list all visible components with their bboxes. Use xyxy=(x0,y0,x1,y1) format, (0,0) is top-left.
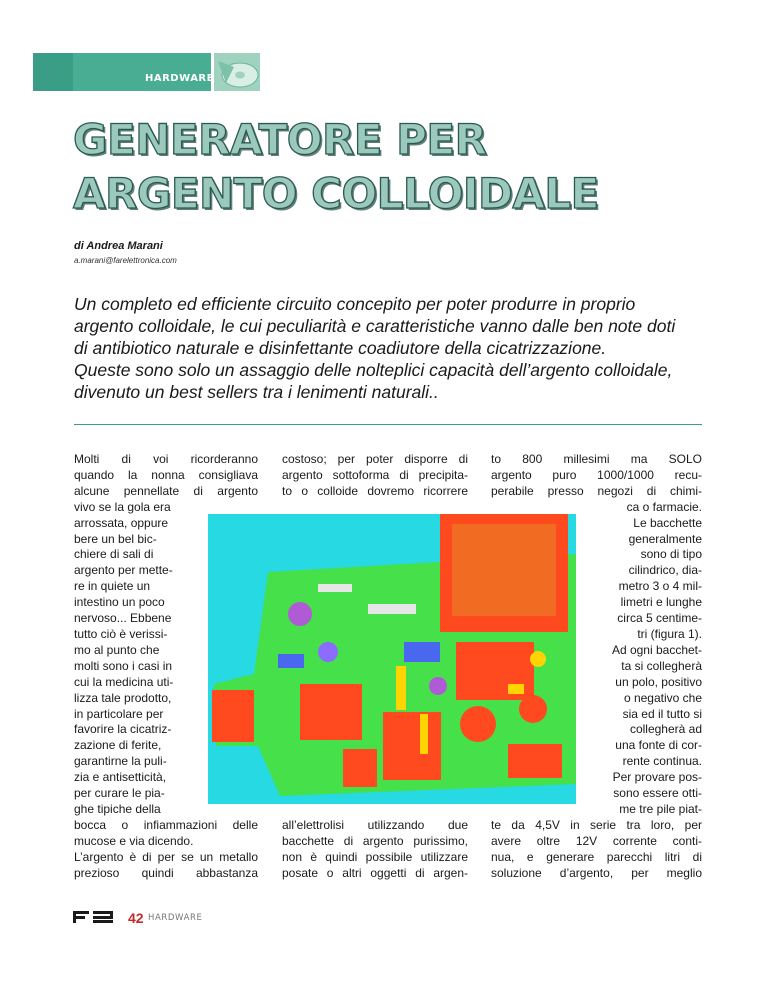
fe-logo-icon xyxy=(73,910,115,922)
text-line: sono essere otti- xyxy=(613,786,702,801)
text-line: zia e antisetticità, xyxy=(74,770,167,785)
section-label: HARDWARE xyxy=(145,73,214,84)
text-line: per curare le pia- xyxy=(74,786,165,801)
text-column-2-bottom xyxy=(282,818,468,882)
circuit-board-photo xyxy=(208,514,576,804)
text-line: un polo, positivo xyxy=(615,674,702,689)
text-line: Ad ogni bacchet- xyxy=(611,642,702,657)
text-line: garantirne la puli- xyxy=(74,754,167,769)
text-line: mucose e via dicendo. xyxy=(74,833,194,848)
text-line: tri (figura 1). xyxy=(637,626,702,641)
text-line: all’elettrolisi utilizzando due xyxy=(282,818,468,832)
text-line: arrossata, oppure xyxy=(74,515,169,530)
text-line: zazione di ferite, xyxy=(74,738,162,753)
text-line: costoso; per poter disporre di xyxy=(282,452,468,466)
text-line: prezioso quindi abbastanza xyxy=(74,865,258,880)
text-line: ta si collegherà xyxy=(621,658,702,673)
text-line: argento puro 1000/1000 recu- xyxy=(491,467,702,482)
text-line: alcune pennellate di argento xyxy=(74,483,258,498)
text-line: me tre pile piat- xyxy=(619,801,702,816)
author-byline: di Andrea Marani xyxy=(74,240,163,252)
text-line: nua, e generare parecchi litri di xyxy=(491,849,702,864)
footer-section-label: HARDWARE xyxy=(148,913,203,923)
lead-line: argento colloidale, le cui peculiarità e caratteristiche vanno dalle ben note doti xyxy=(74,316,676,336)
text-line: mo al punto che xyxy=(74,642,160,657)
text-line: molti sono i casi in xyxy=(74,658,173,673)
text-line: ca o farmacie. xyxy=(626,499,702,514)
lead-line: Queste sono solo un assaggio delle nolteplici capacità dell’argento colloidale, xyxy=(74,360,673,380)
text-line: Per provare pos- xyxy=(612,770,702,785)
text-line: favorire la cicatriz- xyxy=(74,722,172,737)
text-line: bocca o infiammazioni delle xyxy=(74,817,258,832)
text-line: re in quiete un xyxy=(74,579,151,594)
section-header-band xyxy=(33,53,211,91)
text-line: L’argento è di per se un metallo xyxy=(74,849,258,864)
text-line: te da 4,5V in serie tra loro, per xyxy=(491,817,702,832)
text-line: to o colloide dovremo ricorrere xyxy=(282,483,468,498)
text-line: quando la nonna consigliava xyxy=(74,467,258,482)
text-line: cilindrico, dia- xyxy=(628,563,702,578)
text-line: sono di tipo xyxy=(640,547,702,562)
text-line: vivo se la gola era xyxy=(74,499,171,514)
text-line: soluzione d’argento, per meglio xyxy=(491,865,702,880)
text-line: bacchette di argento purissimo, xyxy=(282,833,468,848)
lead-line: di antibiotico naturale e disinfettante coadiutore della cicatrizzazione. xyxy=(74,338,607,358)
text-line: cui la medicina uti- xyxy=(74,674,174,689)
text-line: generalmente xyxy=(628,531,702,546)
author-email: a.marani@farelettronica.com xyxy=(74,256,177,265)
text-line: sia ed il tutto si xyxy=(622,706,702,721)
text-line: chiere di sali di xyxy=(74,547,154,562)
text-line: non è quindi possibile utilizzare xyxy=(282,849,468,864)
text-line: rente continua. xyxy=(622,754,702,769)
text-line: argento per mette- xyxy=(74,563,173,578)
page-number: 42 xyxy=(128,910,144,926)
text-line: perabile presso negozi di chimi- xyxy=(491,483,702,498)
text-line: in particolare per xyxy=(74,706,164,721)
text-line: intestino un poco xyxy=(74,595,165,610)
text-line: to 800 millesimi ma SOLO xyxy=(491,452,702,466)
text-line: argento sottoforma di precipita- xyxy=(282,467,468,482)
text-line: posate o altri oggetti di argen- xyxy=(282,865,468,880)
text-line: limetri e lunghe xyxy=(620,595,702,610)
text-line: Le bacchette xyxy=(633,515,702,530)
title-line-2: ARGENTO COLLOIDALE xyxy=(73,169,599,218)
lead-line: Un completo ed efficiente circuito concepito per poter produrre in proprio xyxy=(74,294,636,314)
text-column-2-top xyxy=(282,452,468,500)
text-line: collegherà ad xyxy=(629,722,702,737)
text-line: bere un bel bic- xyxy=(74,531,157,546)
text-line: una fonte di cor- xyxy=(615,738,702,753)
text-line: metro 3 o 4 mil- xyxy=(618,579,702,594)
text-line: ghe tipiche della xyxy=(74,801,161,816)
article-lead xyxy=(74,293,714,403)
text-line: circa 5 centime- xyxy=(617,611,702,626)
text-line: tutto ciò è verissi- xyxy=(74,626,168,641)
article-title xyxy=(73,113,599,221)
title-line-1: GENERATORE PER xyxy=(73,115,487,164)
text-line: lizza tale prodotto, xyxy=(74,690,172,705)
lead-divider xyxy=(74,424,702,425)
text-line: avere oltre 12V corrente conti- xyxy=(491,833,702,848)
lead-line: divenuto un best sellers tra i lenimenti naturali.. xyxy=(74,382,439,402)
text-line: nervoso... Ebbene xyxy=(74,611,172,626)
text-line: Molti di voi ricorderanno xyxy=(74,452,258,466)
disc-icon xyxy=(214,53,260,91)
text-line: o negativo che xyxy=(623,690,702,705)
